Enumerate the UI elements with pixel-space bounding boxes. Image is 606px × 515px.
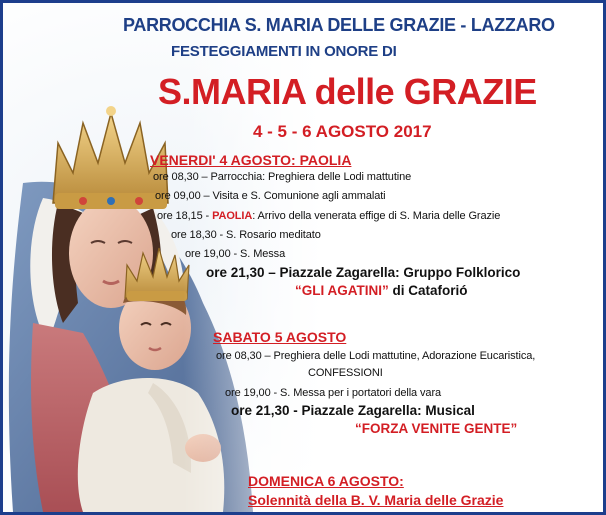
saturday-line-1: ore 08,30 – Preghiera delle Lodi mattutine, Adorazione Eucaristica,: [216, 350, 536, 362]
friday-line-1: ore 08,30 – Parrocchia: Preghiera delle Lodi mattutine: [153, 171, 412, 183]
saturday-line-5: “FORZA VENITE GENTE”: [355, 421, 518, 436]
saturday-heading: SABATO 5 AGOSTO: [213, 329, 347, 345]
friday-line-2: ore 09,00 – Visita e S. Comunione agli ammalati: [155, 190, 386, 202]
friday-line-3-text: : Arrivo della venerata effige di S. Maria delle Grazie: [252, 210, 501, 222]
sunday-heading: DOMENICA 6 AGOSTO:: [248, 473, 404, 489]
friday-line-3-place: PAOLIA: [212, 210, 253, 222]
subtitle: FESTEGGIAMENTI IN ONORE DI: [171, 43, 397, 60]
saturday-line-2: CONFESSIONI: [308, 367, 383, 379]
friday-group-origin: di Cataforió: [388, 283, 468, 298]
event-dates: 4 - 5 - 6 AGOSTO 2017: [253, 122, 432, 141]
friday-line-7: [295, 283, 468, 298]
page-title: S.MARIA delle GRAZIE: [158, 71, 537, 112]
friday-line-5: ore 19,00 - S. Messa: [185, 248, 286, 260]
sunday-line: Solennità della B. V. Maria delle Grazie: [248, 492, 504, 508]
friday-group-name: “GLI AGATINI”: [295, 283, 389, 298]
friday-line-6: ore 21,30 – Piazzale Zagarella: Gruppo Folklorico: [206, 265, 521, 280]
saturday-line-3: ore 19,00 - S. Messa per i portatori della vara: [225, 387, 442, 399]
friday-line-4: ore 18,30 - S. Rosario meditato: [171, 229, 321, 241]
parish-heading: PARROCCHIA S. MARIA DELLE GRAZIE - LAZZARO: [123, 15, 555, 35]
friday-line-3: [157, 210, 500, 222]
friday-heading: VENERDI' 4 AGOSTO: PAOLIA: [150, 152, 352, 168]
friday-line-3-time: ore 18,15 -: [157, 210, 213, 222]
saturday-line-4: ore 21,30 - Piazzale Zagarella: Musical: [231, 403, 475, 418]
